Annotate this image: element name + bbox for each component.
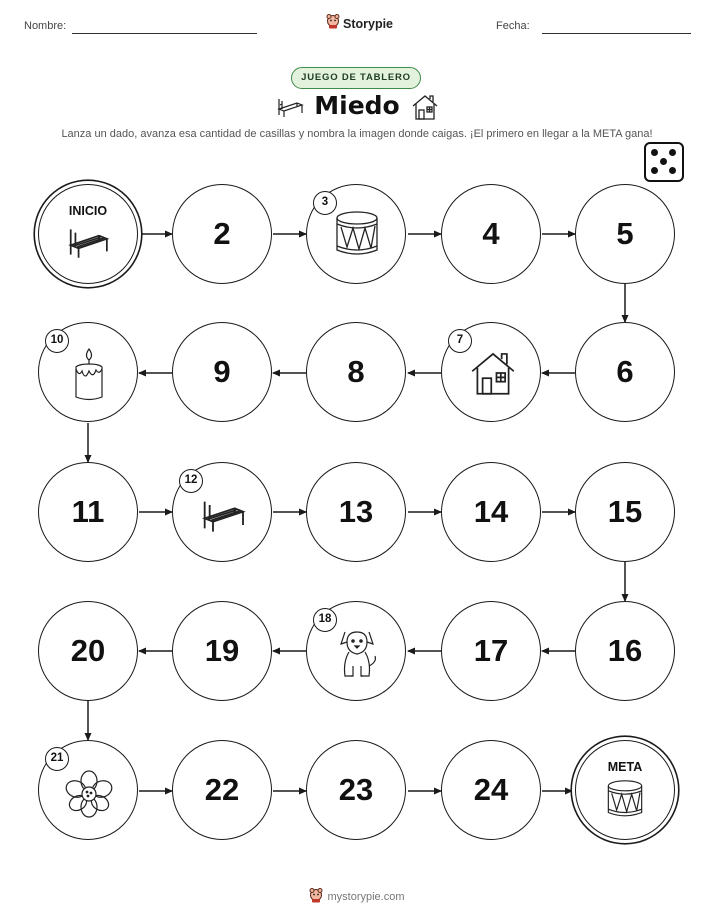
- finish-space: [575, 740, 675, 840]
- board-space-16: [575, 601, 675, 701]
- space-number: 16: [607, 633, 643, 668]
- dog-icon: [333, 626, 381, 687]
- space-number: 17: [473, 633, 509, 668]
- space-number: 14: [473, 494, 509, 529]
- space-number: 21: [45, 747, 69, 771]
- space-number: 6: [616, 354, 634, 389]
- board-space-6: [575, 322, 675, 422]
- start-space: [38, 184, 138, 284]
- space-number: 24: [473, 772, 509, 807]
- board-space-21: [38, 740, 138, 840]
- game-type-badge: JUEGO DE TABLERO: [291, 67, 421, 89]
- board-space-17: [441, 601, 541, 701]
- space-number: 2: [213, 216, 231, 251]
- board-space-23: [306, 740, 406, 840]
- date-label: Fecha:: [496, 20, 530, 32]
- space-number: 8: [347, 354, 365, 389]
- space-number: 5: [616, 216, 634, 251]
- space-number: 15: [607, 494, 643, 529]
- space-number: 12: [179, 469, 203, 493]
- bed-icon: [199, 495, 247, 540]
- space-number: 7: [448, 329, 472, 353]
- house-icon: [467, 348, 519, 403]
- footer: [0, 887, 714, 906]
- board-space-5: [575, 184, 675, 284]
- board-space-8: [306, 322, 406, 422]
- board-space-11: [38, 462, 138, 562]
- board-space-15: [575, 462, 675, 562]
- space-number: 4: [482, 216, 500, 251]
- start-label: INICIO: [68, 204, 108, 218]
- drum-icon: [333, 210, 381, 265]
- space-number: 11: [71, 494, 105, 529]
- board-space-24: [441, 740, 541, 840]
- space-number: 23: [338, 772, 374, 807]
- footer-url[interactable]: mystorypie.com: [327, 890, 405, 903]
- board-space-13: [306, 462, 406, 562]
- board-space-20: [38, 601, 138, 701]
- board-space-2: [172, 184, 272, 284]
- page-title: Miedo: [314, 91, 400, 120]
- board-space-18: [306, 601, 406, 701]
- board-space-12: [172, 462, 272, 562]
- finish-label: META: [607, 760, 643, 774]
- space-number: 22: [204, 772, 240, 807]
- instructions: Lanza un dado, avanza esa cantidad de casillas y nombra la imagen donde caigas. ¡El primero en llegar a la META gana!: [61, 128, 653, 140]
- drum-icon: [605, 778, 645, 827]
- board-space-10: [38, 322, 138, 422]
- space-number: 20: [70, 633, 106, 668]
- space-number: 19: [204, 633, 240, 668]
- board-space-3: [306, 184, 406, 284]
- space-number: 9: [213, 354, 231, 389]
- board-space-19: [172, 601, 272, 701]
- storypie-logo-icon: [309, 887, 323, 906]
- board-space-22: [172, 740, 272, 840]
- board-space-4: [441, 184, 541, 284]
- candle-icon: [71, 347, 107, 408]
- bed-icon: [66, 223, 110, 266]
- name-label: Nombre:: [24, 20, 67, 32]
- space-number: 18: [313, 608, 337, 632]
- space-number: 3: [313, 191, 337, 215]
- space-number: 10: [45, 329, 69, 353]
- board-space-9: [172, 322, 272, 422]
- brand-name: Storypie: [343, 16, 394, 31]
- flower-icon: [64, 769, 114, 824]
- space-number: 13: [338, 494, 374, 529]
- board-space-7: [441, 322, 541, 422]
- board-space-14: [441, 462, 541, 562]
